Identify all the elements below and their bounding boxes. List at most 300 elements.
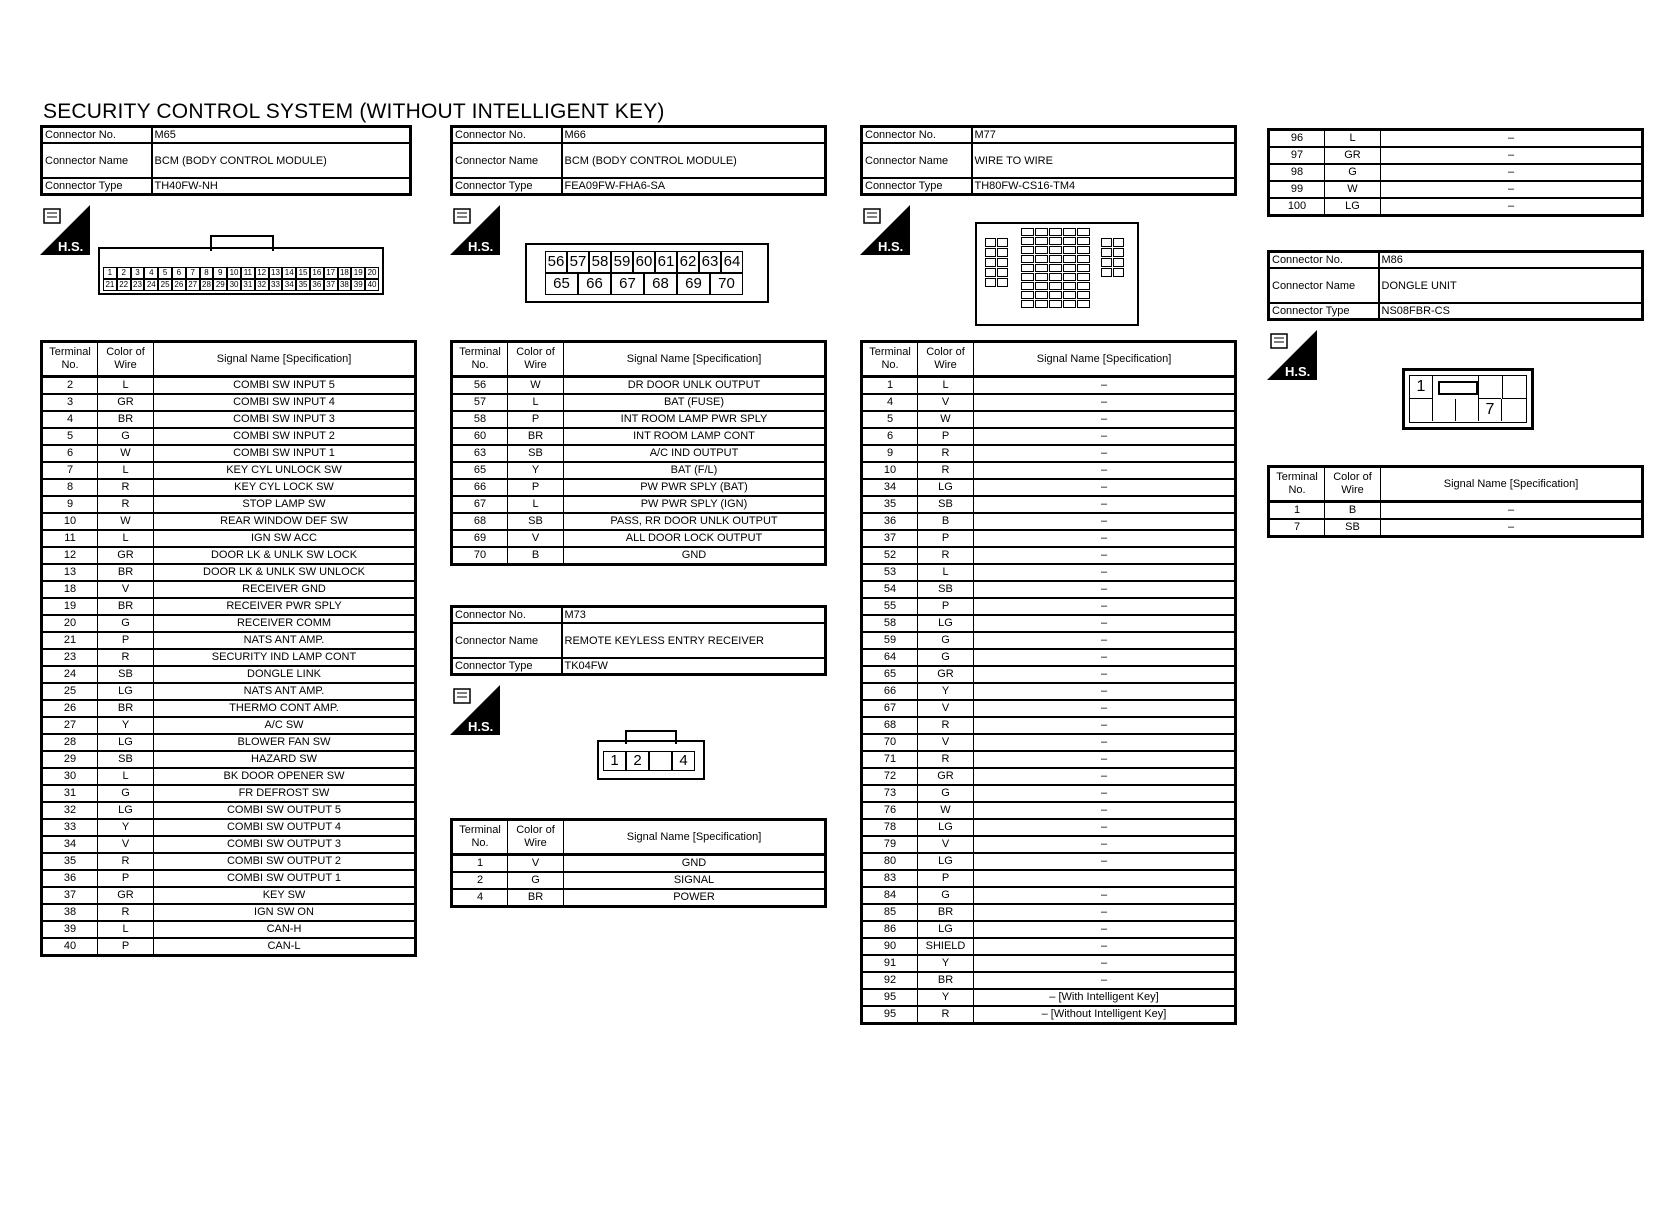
table-row: [42, 530, 416, 547]
wire-color-cell: L: [918, 564, 974, 581]
wire-color-cell: R: [918, 717, 974, 734]
wire-color-cell: G: [1325, 164, 1381, 181]
table-row: [862, 564, 1236, 581]
wire-color-cell: G: [98, 428, 154, 445]
signal-name-cell: –: [1381, 502, 1643, 520]
table-row: [452, 889, 826, 907]
terminal-no-cell: 85: [862, 904, 918, 921]
table-row: [42, 819, 416, 836]
signal-name-cell: COMBI SW OUTPUT 3: [154, 836, 416, 853]
table-row: [42, 564, 416, 581]
pin-cavity: [1021, 282, 1034, 290]
pin-cavity: [997, 268, 1008, 277]
terminal-no-cell: 26: [42, 700, 98, 717]
wire-color-cell: W: [98, 445, 154, 462]
pin-cavity: [1101, 238, 1112, 247]
table-row: [1269, 502, 1643, 520]
hs-label: H.S.: [468, 239, 494, 254]
wire-color-cell: LG: [918, 479, 974, 496]
table-row: [42, 921, 416, 938]
wire-color-cell: R: [918, 547, 974, 564]
table-row: [42, 632, 416, 649]
signal-name-cell: –: [974, 445, 1236, 462]
wire-color-cell: Y: [98, 717, 154, 734]
wire-color-cell: Y: [918, 989, 974, 1006]
terminal-no-cell: 35: [862, 496, 918, 513]
terminal-no-header: Terminal No.: [452, 820, 508, 855]
signal-name-cell: GND: [564, 547, 826, 565]
signal-name-cell: THERMO CONT AMP.: [154, 700, 416, 717]
table-row: [862, 734, 1236, 751]
pin-number: 17: [324, 267, 338, 279]
table-row: [862, 819, 1236, 836]
wire-color-cell: SB: [918, 581, 974, 598]
table-row: [452, 855, 826, 873]
terminal-no-cell: 6: [42, 445, 98, 462]
signal-name-cell: HAZARD SW: [154, 751, 416, 768]
connector-type-label: Connector Type: [452, 658, 562, 675]
pin-number: 28: [200, 279, 214, 291]
table-row: [42, 598, 416, 615]
pin-number: 61: [655, 251, 677, 273]
connector-no-label: Connector No.: [862, 127, 972, 144]
pin-number: 21: [103, 279, 117, 291]
table-row: [452, 394, 826, 411]
wire-color-cell: P: [508, 411, 564, 428]
pin-cavity: [1077, 291, 1090, 299]
terminal-no-cell: 80: [862, 853, 918, 870]
terminal-no-cell: 95: [862, 1006, 918, 1024]
pin-cavity: [1063, 264, 1076, 272]
signal-name-cell: –: [1381, 181, 1643, 198]
terminal-no-cell: 58: [452, 411, 508, 428]
terminal-no-cell: 67: [862, 700, 918, 717]
wire-color-cell: Y: [508, 462, 564, 479]
terminal-no-cell: 67: [452, 496, 508, 513]
table-row: [1269, 198, 1643, 216]
pin-number: 66: [578, 273, 611, 295]
signal-name-cell: – [Without Intelligent Key]: [974, 1006, 1236, 1024]
pin-cavity: [985, 258, 996, 267]
connector-no-value: M65: [152, 127, 411, 144]
wire-color-cell: Y: [918, 683, 974, 700]
wire-color-cell: SB: [98, 751, 154, 768]
pin-cavity: [985, 278, 996, 287]
terminal-no-cell: 52: [862, 547, 918, 564]
signal-name-cell: COMBI SW OUTPUT 2: [154, 853, 416, 870]
terminal-no-cell: 3: [42, 394, 98, 411]
signal-name-cell: –: [974, 564, 1236, 581]
terminal-no-cell: 30: [42, 768, 98, 785]
wire-color-cell: BR: [98, 411, 154, 428]
table-row: [452, 530, 826, 547]
pin-cavity: [1113, 238, 1124, 247]
hs-icon: [1267, 330, 1317, 380]
pin-number: 16: [310, 267, 324, 279]
pin-number: 4: [672, 751, 695, 771]
wire-color-cell: BR: [508, 889, 564, 907]
signal-name-cell: GND: [564, 855, 826, 873]
signal-name-cell: –: [974, 530, 1236, 547]
signal-name-cell: –: [974, 717, 1236, 734]
connector-no-value: M73: [562, 607, 826, 624]
wire-color-cell: W: [918, 411, 974, 428]
table-row: [42, 717, 416, 734]
wire-color-cell: V: [918, 836, 974, 853]
terminal-no-cell: 70: [452, 547, 508, 565]
table-row: [862, 802, 1236, 819]
table-row: [42, 870, 416, 887]
signal-name-cell: A/C IND OUTPUT: [564, 445, 826, 462]
terminal-no-cell: 8: [42, 479, 98, 496]
signal-name-cell: –: [974, 785, 1236, 802]
terminal-no-cell: 98: [1269, 164, 1325, 181]
table-row: [862, 445, 1236, 462]
connector-no-label: Connector No.: [42, 127, 152, 144]
table-row: [42, 683, 416, 700]
terminal-no-cell: 70: [862, 734, 918, 751]
wire-color-cell: BR: [918, 904, 974, 921]
table-row: [862, 683, 1236, 700]
signal-name-cell: KEY CYL UNLOCK SW: [154, 462, 416, 479]
pin-number: 63: [699, 251, 721, 273]
terminal-no-cell: 76: [862, 802, 918, 819]
pin-cavity: [1113, 258, 1124, 267]
signal-name-cell: IGN SW ACC: [154, 530, 416, 547]
pin-cavity: [985, 248, 996, 257]
pin-cavity: [1063, 300, 1076, 308]
table-row: [862, 700, 1236, 717]
connector-latch: [1438, 381, 1478, 395]
wire-color-cell: W: [98, 513, 154, 530]
table-row: [862, 615, 1236, 632]
wire-color-cell: G: [918, 649, 974, 666]
pin-number: 15: [296, 267, 310, 279]
wire-color-cell: SB: [508, 445, 564, 462]
hs-label: H.S.: [878, 239, 904, 254]
pin-grid: [1409, 375, 1527, 423]
signal-name-cell: –: [974, 479, 1236, 496]
wire-color-cell: SB: [98, 666, 154, 683]
color-header: Color of Wire: [508, 342, 564, 377]
signal-name-cell: –: [1381, 130, 1643, 148]
signal-name-cell: COMBI SW INPUT 3: [154, 411, 416, 428]
pin-cavity: [1077, 282, 1090, 290]
pin-cavity: [1113, 268, 1124, 277]
signal-name-cell: –: [1381, 147, 1643, 164]
terminal-no-cell: 10: [862, 462, 918, 479]
pin-number: 10: [227, 267, 241, 279]
signal-name-cell: –: [974, 496, 1236, 513]
pin-number: 24: [144, 279, 158, 291]
signal-header: Signal Name [Specification]: [564, 820, 826, 855]
signal-name-cell: ALL DOOR LOCK OUTPUT: [564, 530, 826, 547]
pin-cavity: [1049, 264, 1062, 272]
terminal-no-cell: 59: [862, 632, 918, 649]
table-row: [42, 700, 416, 717]
table-row: [862, 513, 1236, 530]
terminal-no-cell: 40: [42, 938, 98, 956]
terminal-no-cell: 24: [42, 666, 98, 683]
wire-color-cell: LG: [918, 853, 974, 870]
table-row: [862, 428, 1236, 445]
table-row: [862, 972, 1236, 989]
connector-type-label: Connector Type: [42, 178, 152, 195]
pin-number: 59: [611, 251, 633, 273]
signal-name-cell: REAR WINDOW DEF SW: [154, 513, 416, 530]
signal-name-cell: – [With Intelligent Key]: [974, 989, 1236, 1006]
color-header: Color of Wire: [508, 820, 564, 855]
pin-number: 57: [567, 251, 589, 273]
table-row: [42, 887, 416, 904]
pin-number: 25: [158, 279, 172, 291]
pin-cavity: [1035, 282, 1048, 290]
wire-color-cell: G: [918, 785, 974, 802]
pin-number: 2: [626, 751, 649, 771]
pin-cavity: [1021, 237, 1034, 245]
signal-name-cell: FR DEFROST SW: [154, 785, 416, 802]
table-row: [862, 836, 1236, 853]
terminal-no-cell: 9: [42, 496, 98, 513]
signal-name-cell: COMBI SW OUTPUT 5: [154, 802, 416, 819]
connector-name-value: BCM (BODY CONTROL MODULE): [562, 143, 826, 178]
connector-m77: [860, 125, 1237, 196]
signal-name-cell: –: [974, 615, 1236, 632]
pin-number: 35: [296, 279, 310, 291]
signal-name-cell: COMBI SW OUTPUT 1: [154, 870, 416, 887]
color-header: Color of Wire: [918, 342, 974, 377]
table-row: [42, 785, 416, 802]
wire-color-cell: L: [98, 530, 154, 547]
signal-name-cell: DR DOOR UNLK OUTPUT: [564, 377, 826, 395]
wire-color-cell: V: [98, 581, 154, 598]
wire-color-cell: BR: [98, 700, 154, 717]
pin-row-bottom: [103, 279, 379, 291]
table-row: [862, 666, 1236, 683]
wire-color-cell: L: [98, 462, 154, 479]
signal-name-cell: COMBI SW INPUT 2: [154, 428, 416, 445]
table-row: [42, 666, 416, 683]
terminal-no-cell: 21: [42, 632, 98, 649]
terminal-no-cell: 4: [452, 889, 508, 907]
signal-name-cell: PASS, RR DOOR UNLK OUTPUT: [564, 513, 826, 530]
pin-cavity: [1021, 246, 1034, 254]
table-row: [1269, 519, 1643, 537]
signal-name-cell: COMBI SW INPUT 1: [154, 445, 416, 462]
terminal-no-cell: 5: [42, 428, 98, 445]
table-row: [862, 581, 1236, 598]
table-row: [862, 462, 1236, 479]
terminal-no-cell: 28: [42, 734, 98, 751]
terminal-no-cell: 100: [1269, 198, 1325, 216]
hs-icon: [450, 205, 500, 255]
table-row: [42, 904, 416, 921]
pin-cavity: [1035, 264, 1048, 272]
wire-color-cell: G: [98, 615, 154, 632]
terminal-no-cell: 92: [862, 972, 918, 989]
pin-number: 13: [269, 267, 283, 279]
pin-cavity: [1049, 291, 1062, 299]
signal-name-cell: POWER: [564, 889, 826, 907]
pin-cavity: [1063, 291, 1076, 299]
terminal-no-cell: 39: [42, 921, 98, 938]
signal-name-cell: INT ROOM LAMP PWR SPLY: [564, 411, 826, 428]
signal-name-cell: –: [974, 581, 1236, 598]
terminal-no-cell: 68: [862, 717, 918, 734]
terminal-no-cell: 2: [42, 377, 98, 395]
wire-color-cell: P: [918, 598, 974, 615]
pin-row: [603, 751, 695, 771]
pin-number: 2: [117, 267, 131, 279]
wire-color-cell: P: [98, 938, 154, 956]
pin-cavity: [1049, 237, 1062, 245]
terminal-no-cell: 25: [42, 683, 98, 700]
table-row: [42, 751, 416, 768]
pin-cavity: [1035, 291, 1048, 299]
wire-color-cell: R: [98, 496, 154, 513]
signal-name-cell: PW PWR SPLY (BAT): [564, 479, 826, 496]
color-header: Color of Wire: [98, 342, 154, 377]
connector-type-value: TH40FW-NH: [152, 178, 411, 195]
connector-type-value: NS08FBR-CS: [1379, 303, 1643, 320]
wire-color-cell: L: [508, 394, 564, 411]
table-row: [862, 989, 1236, 1006]
pin-cavity: [1021, 273, 1034, 281]
table-row: [862, 411, 1236, 428]
terminal-no-cell: 78: [862, 819, 918, 836]
terminal-table-m66: [450, 340, 827, 566]
signal-name-cell: DOOR LK & UNLK SW UNLOCK: [154, 564, 416, 581]
signal-name-cell: –: [974, 853, 1236, 870]
connector-name-value: BCM (BODY CONTROL MODULE): [152, 143, 411, 178]
terminal-no-cell: 36: [862, 513, 918, 530]
signal-name-cell: –: [974, 598, 1236, 615]
table-row: [862, 530, 1236, 547]
connector-name-value: DONGLE UNIT: [1379, 268, 1643, 303]
pin-cavity: [1063, 237, 1076, 245]
pin-number: 67: [611, 273, 644, 295]
wire-color-cell: L: [508, 496, 564, 513]
terminal-no-cell: 10: [42, 513, 98, 530]
table-row: [862, 751, 1236, 768]
pin-cavity: [1021, 264, 1034, 272]
wire-color-cell: R: [98, 904, 154, 921]
terminal-no-cell: 36: [42, 870, 98, 887]
pin-cavity: [1035, 255, 1048, 263]
wire-color-cell: P: [918, 428, 974, 445]
pin-number: 36: [310, 279, 324, 291]
terminal-no-cell: 31: [42, 785, 98, 802]
wire-color-cell: G: [508, 872, 564, 889]
wire-color-cell: GR: [918, 768, 974, 785]
table-row: [42, 615, 416, 632]
terminal-table-m73: [450, 818, 827, 908]
pin-label: 1: [1410, 376, 1433, 399]
table-row: [1269, 181, 1643, 198]
table-row: [42, 649, 416, 666]
wire-color-cell: BR: [508, 428, 564, 445]
signal-name-cell: –: [974, 394, 1236, 411]
connector-type-label: Connector Type: [452, 178, 562, 195]
pin-cavity: [1049, 255, 1062, 263]
wire-color-cell: LG: [98, 683, 154, 700]
pin-number: 7: [186, 267, 200, 279]
wire-color-cell: R: [98, 649, 154, 666]
table-row: [452, 547, 826, 565]
pin-number: 70: [710, 273, 743, 295]
table-row: [452, 428, 826, 445]
pin-number: 32: [255, 279, 269, 291]
table-row: [862, 632, 1236, 649]
wire-color-cell: B: [918, 513, 974, 530]
pin-number: 37: [324, 279, 338, 291]
signal-header: Signal Name [Specification]: [564, 342, 826, 377]
wire-color-cell: R: [918, 751, 974, 768]
terminal-no-cell: 96: [1269, 130, 1325, 148]
signal-name-cell: –: [1381, 164, 1643, 181]
terminal-no-cell: 55: [862, 598, 918, 615]
pin-row-top: [545, 251, 743, 273]
terminal-no-cell: 29: [42, 751, 98, 768]
pin-number: 14: [282, 267, 296, 279]
signal-name-cell: PW PWR SPLY (IGN): [564, 496, 826, 513]
wire-color-cell: V: [508, 530, 564, 547]
table-row: [42, 462, 416, 479]
pin-cavity: [1035, 228, 1048, 236]
pin-cavity: [1035, 237, 1048, 245]
table-row: [1269, 130, 1643, 148]
signal-name-cell: –: [974, 938, 1236, 955]
table-row: [862, 921, 1236, 938]
pin-cavity: [1077, 264, 1090, 272]
hs-icon: [40, 205, 90, 255]
pin-cavity: [1049, 228, 1062, 236]
pin-number: 65: [545, 273, 578, 295]
terminal-no-cell: 23: [42, 649, 98, 666]
table-row: [42, 377, 416, 395]
pin-cavity: [1021, 255, 1034, 263]
signal-header: Signal Name [Specification]: [1381, 467, 1643, 502]
terminal-no-cell: 18: [42, 581, 98, 598]
wire-color-cell: Y: [98, 819, 154, 836]
signal-name-cell: BAT (F/L): [564, 462, 826, 479]
hs-label: H.S.: [1285, 364, 1311, 379]
pin-cavity: [997, 238, 1008, 247]
pin-number: 4: [144, 267, 158, 279]
pin-number: 33: [269, 279, 283, 291]
terminal-no-cell: 37: [862, 530, 918, 547]
pin-number: 30: [227, 279, 241, 291]
signal-name-cell: RECEIVER GND: [154, 581, 416, 598]
terminal-no-cell: 79: [862, 836, 918, 853]
wire-color-cell: P: [98, 870, 154, 887]
terminal-no-cell: 84: [862, 887, 918, 904]
connector-name-label: Connector Name: [42, 143, 152, 178]
pin-cavity: [1021, 291, 1034, 299]
terminal-table-m77: [860, 340, 1237, 1025]
pin-cavity: [1049, 300, 1062, 308]
terminal-no-cell: 4: [862, 394, 918, 411]
connector-type-value: FEA09FW-FHA6-SA: [562, 178, 826, 195]
signal-name-cell: –: [974, 734, 1236, 751]
table-row: [862, 785, 1236, 802]
terminal-no-cell: 5: [862, 411, 918, 428]
pin-number: 29: [213, 279, 227, 291]
signal-name-cell: –: [974, 768, 1236, 785]
wire-color-cell: SB: [1325, 519, 1381, 537]
terminal-no-cell: 20: [42, 615, 98, 632]
wire-color-cell: W: [508, 377, 564, 395]
